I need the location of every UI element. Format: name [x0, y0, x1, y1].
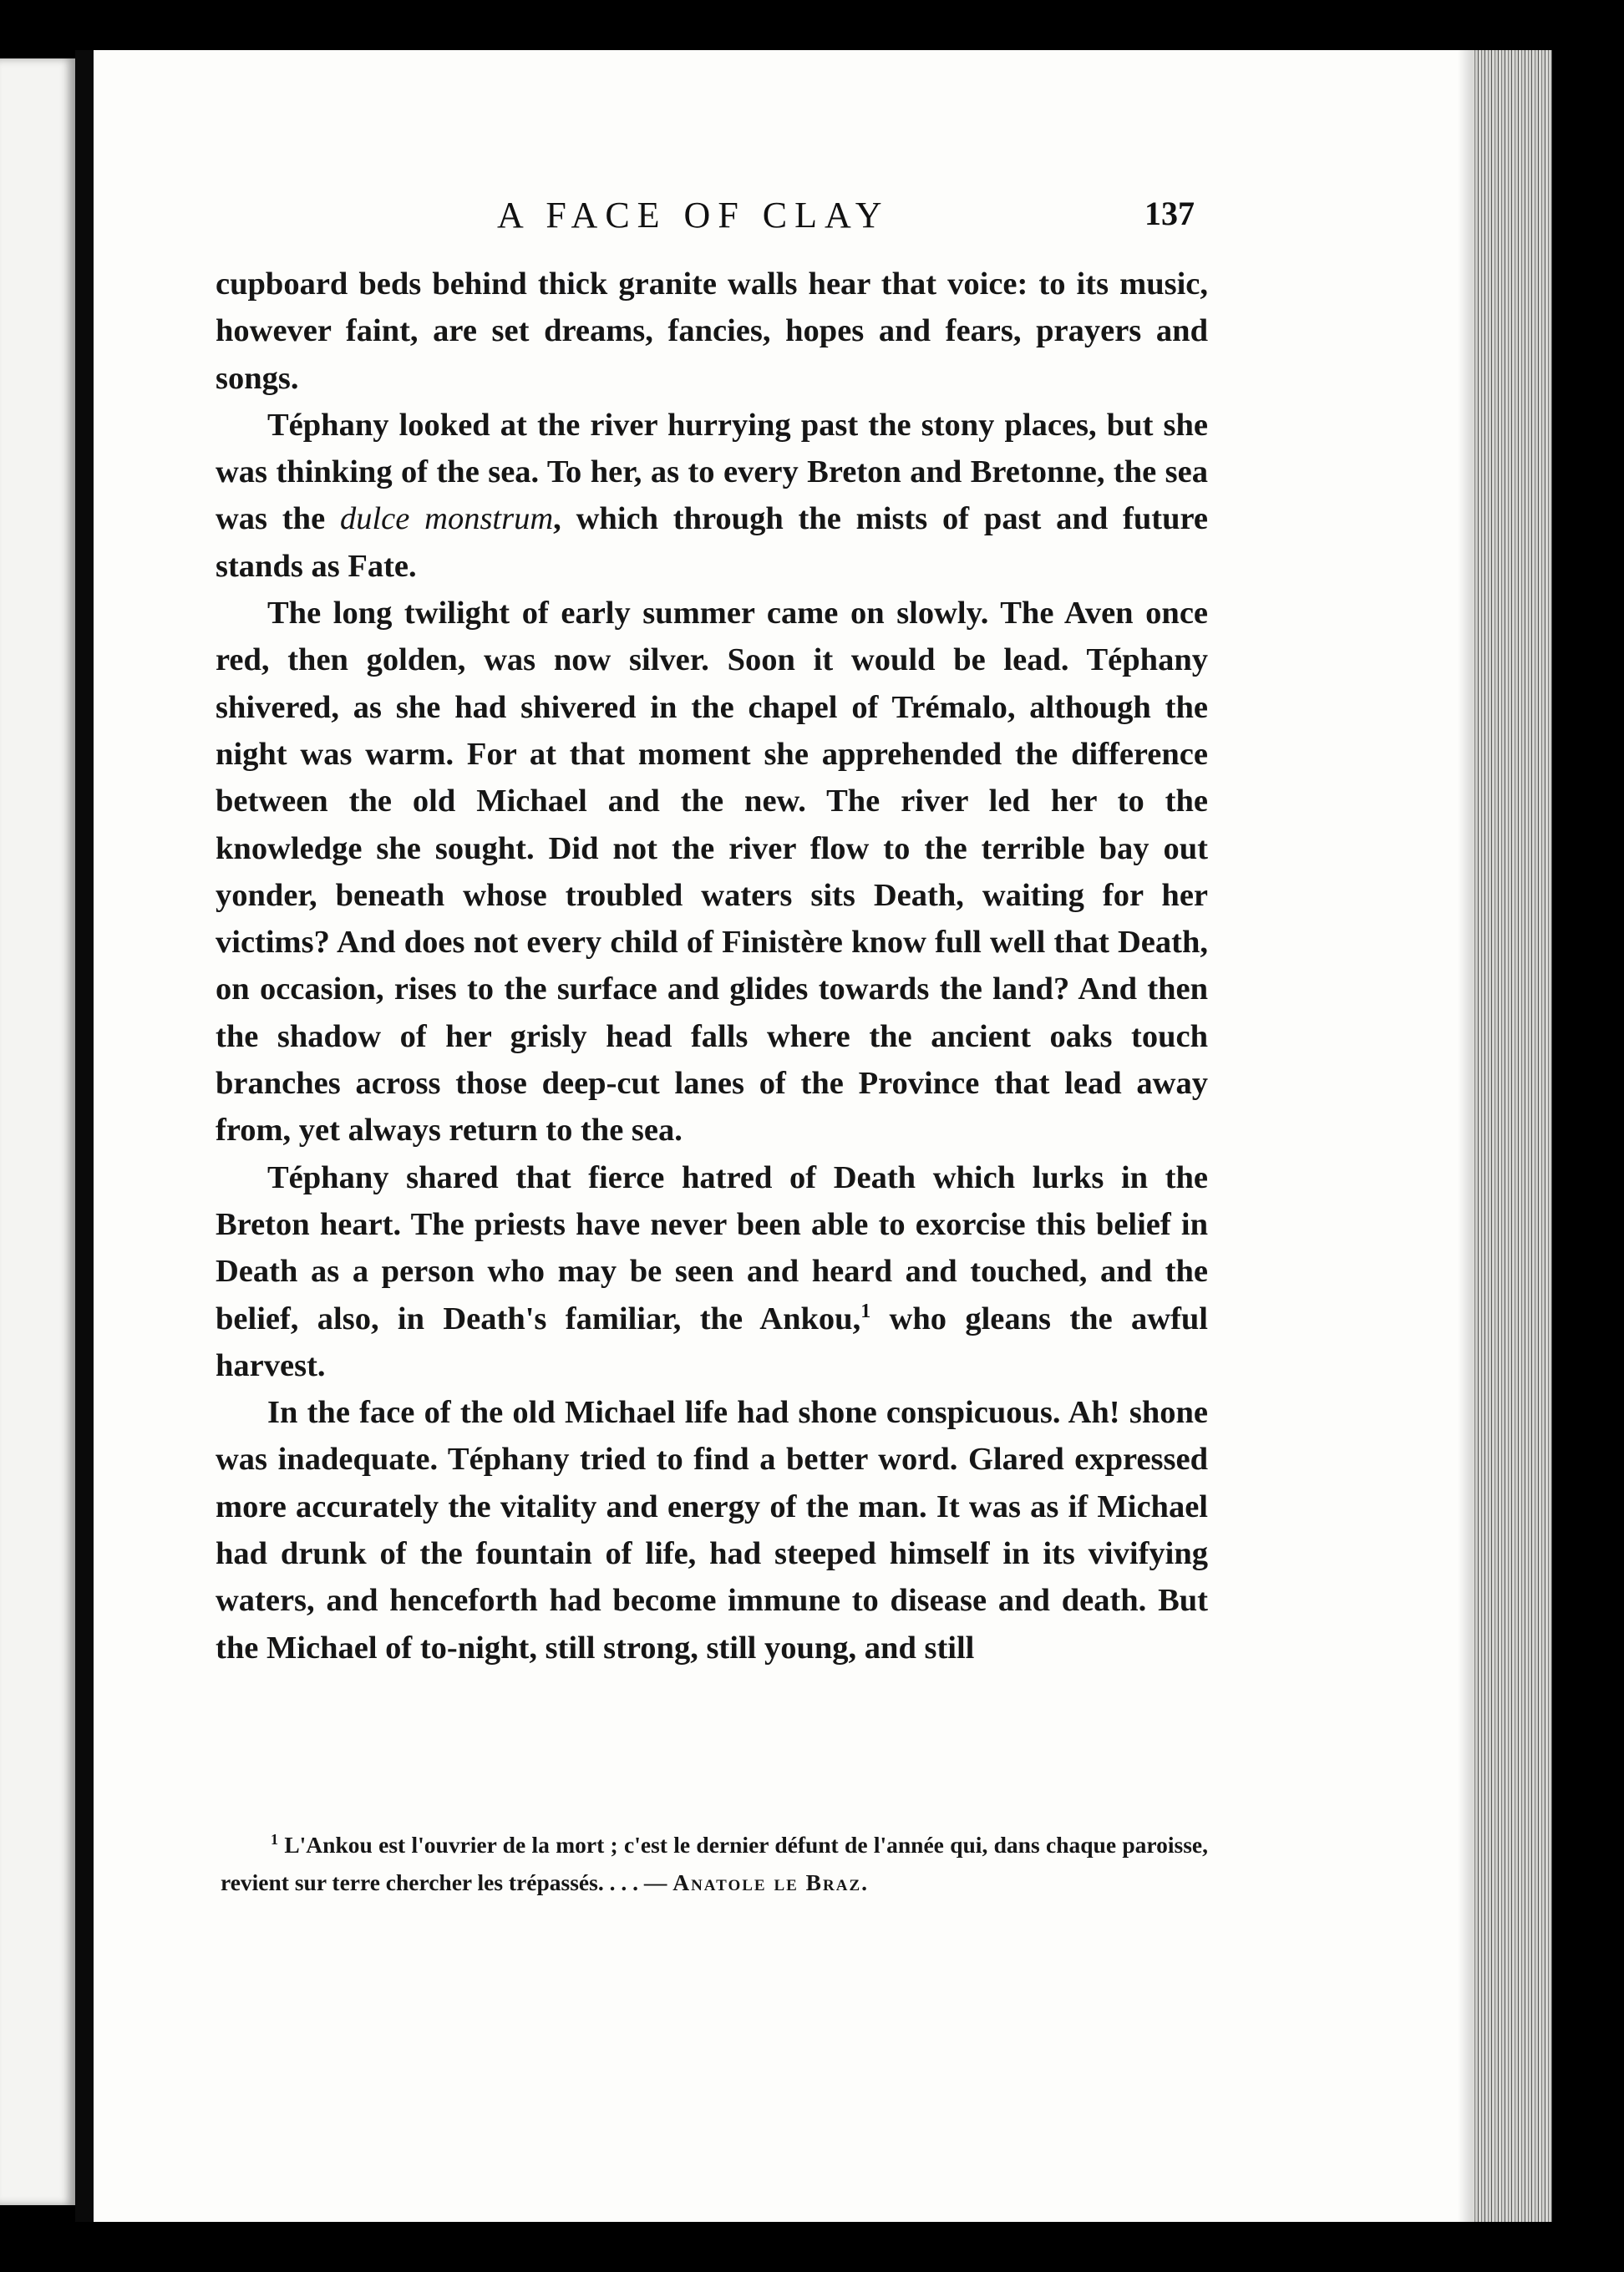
paragraph	[216, 1389, 1208, 1671]
footnote-marker: 1	[271, 1830, 278, 1848]
footnote-author: Anatole le Braz.	[672, 1869, 869, 1895]
running-title: A FACE OF CLAY	[497, 195, 890, 236]
paragraph	[216, 1154, 1208, 1389]
italic-text: dulce monstrum	[339, 501, 554, 537]
facing-page-edge	[0, 58, 75, 2205]
body-text	[216, 261, 1208, 1671]
paragraph-text: who gleans the awful harvest.	[216, 1301, 1209, 1383]
paragraph	[216, 261, 1208, 402]
page-number: 137	[1144, 195, 1195, 232]
paragraph-text: Téphany shared that fierce hatred of Death which lurks in the Breton heart. The priests have never been able to exorcise this belief in Death as a person who may be seen and heard and touched, and the belief, also, in Death's familiar, the Ankou,	[216, 1159, 1208, 1336]
footnote-text: L'Ankou est l'ouvrier de la mort ; c'est le dernier défunt de l'année qui, dans chaque paroisse, revient sur terre chercher les trépassés. . . . —	[221, 1832, 1208, 1895]
paragraph-text: The long twilight of early summer came on slowly. The Aven once red, then golden, was now silver. Soon it would be lead. Téphany shivered, as she had shivered in the chapel of Trémalo, although the night was warm. For at that moment she apprehended the difference between the old Michael and the new. The river led her to the knowledge she sought. Did not the river flow to the terrible bay out yonder, beneath whose troubled waters sits Death, waiting for her victims? And does not every child of Finistère know full well that Death, on occasion, rises to the surface and glides towards the land? And then the shadow of her grisly head falls where the ancient oaks touch branches across those deep-cut lanes of the Province that lead away from, yet always return to the sea.	[216, 596, 1208, 1149]
book-gutter	[75, 50, 94, 2222]
paragraph-text: cupboard beds behind thick granite walls hear that voice: to its music, however faint, are set dreams, fancies, hopes and fears, prayers and songs.	[216, 266, 1208, 396]
paragraph-text: In the face of the old Michael life had shone conspicuous. Ah! shone was inadequate. Téphany tried to find a better word. Glared expressed more accurately the vitality and energy of the man. It was as if Michael had drunk of the fountain of life, had steeped himself in its vivifying waters, and henceforth had become immune to disease and death. But the Michael of to-night, still strong, still young, and still	[216, 1395, 1208, 1666]
footnote-reference: 1	[860, 1300, 871, 1322]
page-block-edges	[1472, 50, 1552, 2222]
paragraph	[216, 402, 1208, 590]
footnote	[221, 1826, 1208, 1901]
paragraph	[216, 590, 1208, 1154]
running-head	[125, 194, 1195, 244]
paragraph-text: Téphany looked at the river hurrying past the stony places, but she was thinking of the sea. To her, as to every Breton and Bretonne, the sea was the	[216, 407, 1208, 537]
paragraph-text: , which through the mists of past and future stands as Fate.	[216, 501, 1208, 584]
